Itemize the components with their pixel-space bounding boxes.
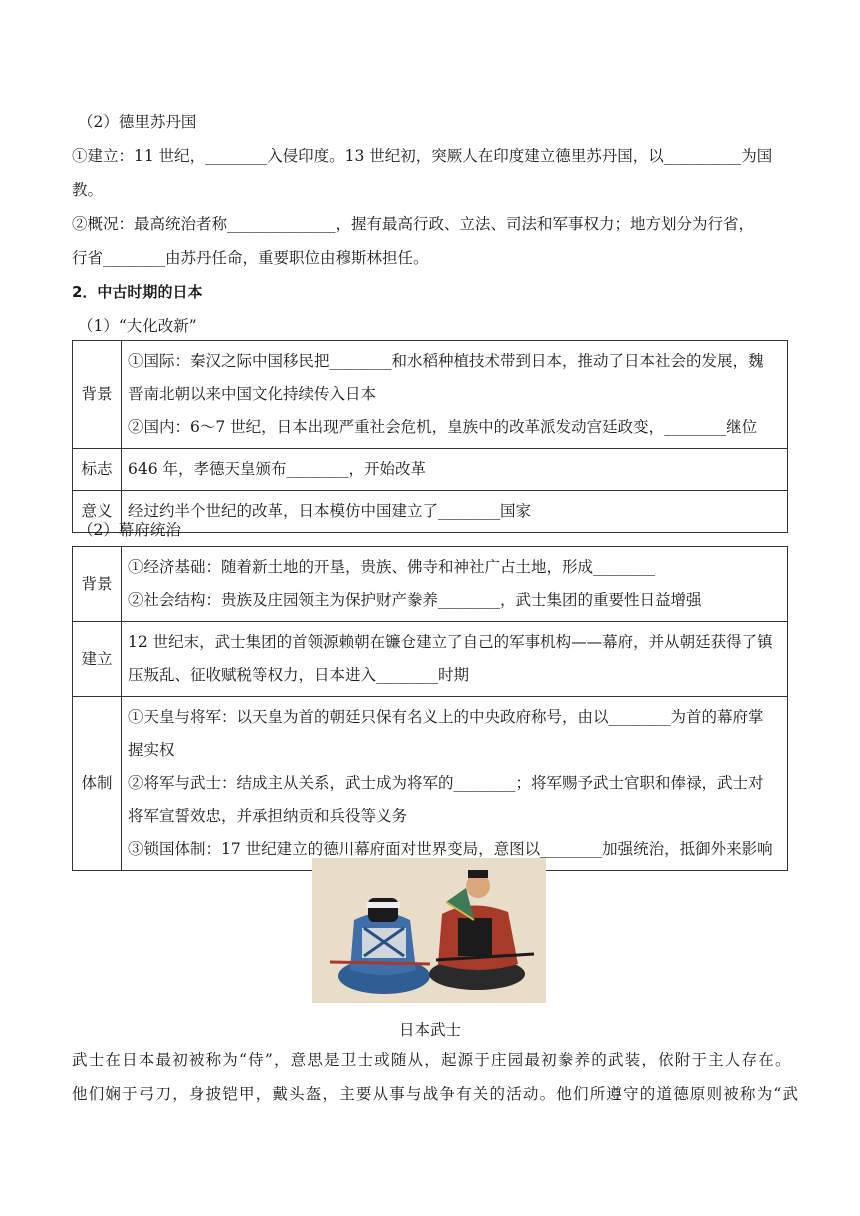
row-head: 标志 — [73, 449, 122, 491]
samurai-illustration — [312, 858, 546, 1003]
cell-line: 压叛乱、征收赋税等权力，日本进入________时期 — [128, 666, 470, 684]
cell-line: ①天皇与将军：以天皇为首的朝廷只保有名义上的中央政府称号，由以________为首的幕府掌 — [128, 708, 764, 726]
cell-line: 晋南北朝以来中国文化持续传入日本 — [128, 385, 377, 403]
delhi-establish-line1: ①建立：11 世纪，________入侵印度。13 世纪初，突厥人在印度建立德里苏丹国，以__________为国 — [72, 147, 773, 165]
bakufu-table — [72, 546, 788, 871]
delhi-establish-line2: 教。 — [72, 181, 104, 199]
cell-line: ②将军与武士：结成主从关系，武士成为将军的________；将军赐予武士官职和俸禄，武士对 — [128, 774, 764, 792]
cell-line: 经过约半个世纪的改革，日本模仿中国建立了________国家 — [128, 502, 532, 520]
row-body — [122, 449, 788, 491]
taika-table — [72, 340, 788, 533]
samurai-text-line2: 他们娴于弓刀，身披铠甲，戴头盔，主要从事与战争有关的活动。他们所遵守的道德原则被称为“武 — [72, 1085, 800, 1103]
row-body — [122, 622, 788, 697]
row-head: 背景 — [73, 341, 122, 449]
row-head: 体制 — [73, 697, 122, 871]
table-row — [73, 622, 788, 697]
table-row — [73, 449, 788, 491]
row-body — [122, 491, 788, 533]
cell-line: ②国内：6～7 世纪，日本出现严重社会危机，皇族中的改革派发动宫廷政变，________继位 — [128, 418, 758, 436]
table-row — [73, 697, 788, 871]
section-title-japan: 2．中古时期的日本 — [72, 283, 203, 301]
cell-line: 646 年，孝德天皇颁布________，开始改革 — [128, 460, 427, 478]
cell-line: ①国际：秦汉之际中国移民把________和水稻种植技术带到日本，推动了日本社会的发展，魏 — [128, 352, 764, 370]
cell-line: ③锁国体制：17 世纪建立的德川幕府面对世界变局，意图以________加强统治，抵御外来影响 — [128, 840, 773, 858]
cell-line: 握实权 — [128, 741, 175, 759]
section-title-taika: （1）“大化改新” — [78, 317, 197, 335]
row-body — [122, 697, 788, 871]
row-head: 意义 — [73, 491, 122, 533]
row-head: 背景 — [73, 547, 122, 622]
row-body — [122, 341, 788, 449]
delhi-overview-line2: 行省________由苏丹任命，重要职位由穆斯林担任。 — [72, 249, 429, 267]
cell-line: 12 世纪末，武士集团的首领源赖朝在镰仓建立了自己的军事机构——幕府，并从朝廷获得了镇 — [128, 633, 773, 651]
delhi-overview-line1: ②概况：最高统治者称______________，握有最高行政、立法、司法和军事权力；地方划分为行省， — [72, 215, 755, 233]
table-row — [73, 341, 788, 449]
row-body — [122, 547, 788, 622]
section-title-bakufu: （2）幕府统治 — [78, 521, 181, 539]
samurai-text-line1: 武士在日本最初被称为“侍”，意思是卫士或随从，起源于庄园最初豢养的武装，依附于主人存在。 — [72, 1051, 792, 1069]
section-title-delhi: （2）德里苏丹国 — [78, 113, 197, 131]
cell-line: ①经济基础：随着新土地的开垦，贵族、佛寺和神社广占土地，形成________ — [128, 558, 656, 576]
row-head: 建立 — [73, 622, 122, 697]
cell-line: 将军宣誓效忠，并承担纳贡和兵役等义务 — [128, 807, 408, 825]
table-row — [73, 547, 788, 622]
cell-line: ②社会结构：贵族及庄园领主为保护财产豢养________，武士集团的重要性日益增强 — [128, 591, 702, 609]
figure-caption: 日本武士 — [398, 1021, 461, 1039]
